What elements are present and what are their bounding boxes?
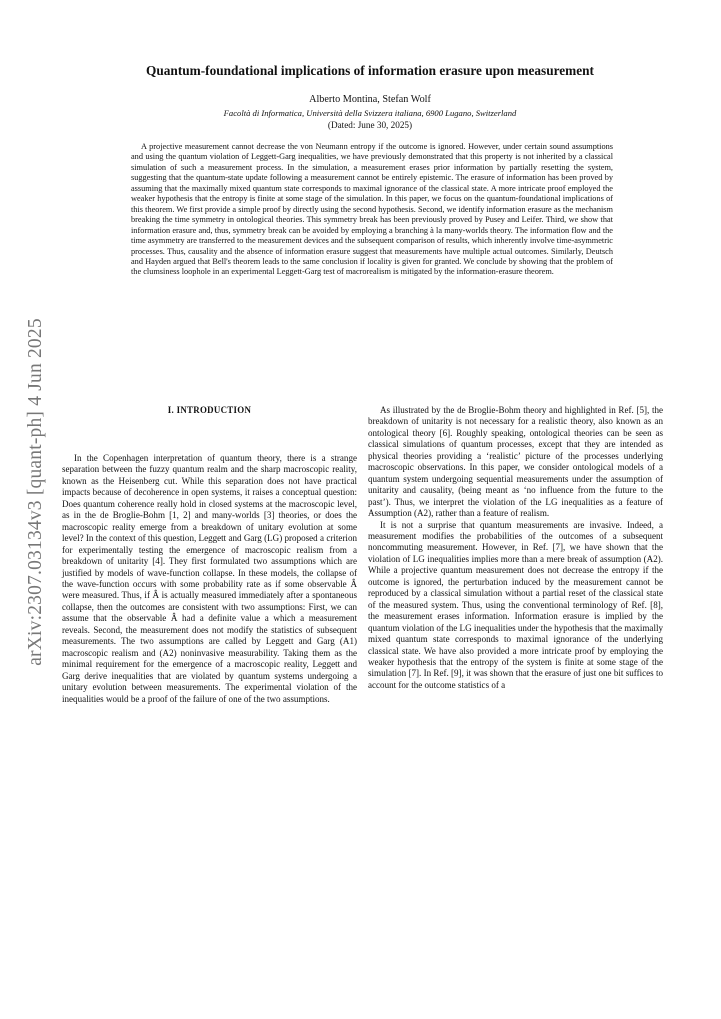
paper-title: Quantum-foundational implications of information erasure upon measurement bbox=[146, 63, 594, 78]
intro-paragraph-3: It is not a surprise that quantum measurements are invasive. Indeed, a measurement modifies the probabilities of the outcomes of a subsequent noncommuting measurement. However, in Ref. [7], we have shown that the violation of LG inequalities implies more than a mere break of assumption (A2). While a projective quantum measurement does not decrease the entropy if the outcome is ignored, the perturbation induced by the measurement cannot be reproduced by a classical simulation without a partial reset of the classical state of the measured system. Thus, using the conventional terminology of Ref. [8], the measurement erases information. Information erasure is implied by the quantum violation of the LG inequalities under the hypothesis that the maximally mixed quantum state corresponds to maximal ignorance of the underlying classical state. We have also provided a more intricate proof by employing the weaker hypothesis that the entropy of the system is finite at some stage of the simulation [7]. In Ref. [9], it was shown that the erasure of just one bit suffices to account for the outcome statistics of a bbox=[368, 519, 663, 690]
right-column bbox=[368, 405, 663, 691]
abstract: A projective measurement cannot decrease the von Neumann entropy if the outcome is ignored. However, under certain sound assumptions and using the quantum violation of Leggett-Garg inequalities, we have previously demonstrated that this property is not inherited by a classical simulation of such a measurement process. In the simulation, a measurement erases prior information by partially resetting the system, suggesting that the quantum-state update following a measurement cannot be entirely epistemic. The erasure of information has been proved by assuming that the maximally mixed quantum state corresponds to maximal ignorance of the classical state. A more intricate proof employed the weaker hypothesis that the entropy is finite at some stage of the simulation. In this paper, we focus on the quantum-foundational implications of this theorem. We first provide a simple proof by directly using the second hypothesis. Second, we identify information erasure as the mechanism breaking the time symmetry in ontological theories. This symmetry break has been previously proved by Pusey and Leifer. Third, we show that information erasure and, thus, symmetry break can be avoided by employing a branching à la many-worlds theory. The information flow and the time asymmetry are transferred to the measurement devices and the subsequent comparison of results, which inherently involve time-asymmetric processes. Thus, causality and the absence of information erasure suggest that measurements have multiple actual outcomes. Similarly, Deutsch and Hayden argued that Bell's theorem leads to the same conclusion if locality is given for granted. We conclude by showing that the problem of the clumsiness loophole in an experimental Leggett-Garg test of macrorealism is mitigated by the information-erasure theorem. bbox=[131, 142, 613, 277]
intro-paragraph-2: As illustrated by the de Broglie-Bohm theory and highlighted in Ref. [5], the breakdown of unitarity is not necessary for a realistic theory, also known as an ontological theory [6]. Roughly speaking, ontological theories can be seen as classical simulations of quantum processes, except that they are intended as physical theories providing a ‘realistic’ picture of the processes underlying macroscopic observations. In this paper, we consider ontological models of a quantum system undergoing sequential measurements under the assumption of unitarity and causality, (being meant as ‘no influence from the future to the past’). Thus, we interpret the violation of the LG inequalities as a feature of Assumption (A2), rather than a feature of realism. bbox=[368, 405, 663, 519]
paper-date: (Dated: June 30, 2025) bbox=[327, 120, 413, 130]
paper-authors: Alberto Montina, Stefan Wolf bbox=[309, 94, 431, 105]
left-column bbox=[62, 405, 357, 705]
arxiv-identifier bbox=[16, 292, 56, 692]
arxiv-identifier-text: arXiv:2307.03134v3 [quant-ph] 4 Jun 2025 bbox=[25, 318, 46, 666]
intro-paragraph-1: In the Copenhagen interpretation of quantum theory, there is a strange separation between the fuzzy quantum realm and the sharp macroscopic reality, known as the Heisenberg cut. While this separation does not have practical impacts because of decoherence in open systems, it raises a conceptual question: Does quantum coherence really hold in closed systems at the macroscopic level, as in the de Broglie-Bohm [1, 2] and many-worlds [3] theories, or does the macroscopic reality emerge from a breakdown of unitary evolution at some level? In the context of this question, Leggett and Garg (LG) proposed a criterion for experimentally testing the emergence of macroscopic realism from a breakdown of unitarity [4]. They first formulated two assumptions which are justified by models of wave-function collapse. In these models, the collapse of the wave-function occurs with some probability rate as if some observable Â were measured. Thus, if Â is actually measured immediately after a spontaneous collapse, then the outcomes are consistent with two assumptions: First, we can assume that the observable Â had a definite value a which a measurement reveals. Second, the measurement does not modify the statistics of subsequent measurements. The two assumptions are called by Leggett and Garg (A1) macroscopic realism and (A2) noninvasive measurability. Taking them as the minimal requirement for the emergence of a macroscopic reality, Leggett and Garg derive inequalities that are violated by quantum systems undergoing a unitary evolution between measurements. The experimental violation of the inequalities would be a proof of the failure of one of the two assumptions. bbox=[62, 453, 357, 704]
paper-affiliation: Facoltà di Informatica, Università della Svizzera italiana, 6900 Lugano, Switzerland bbox=[223, 108, 517, 118]
section-heading: I. INTRODUCTION bbox=[167, 405, 252, 415]
